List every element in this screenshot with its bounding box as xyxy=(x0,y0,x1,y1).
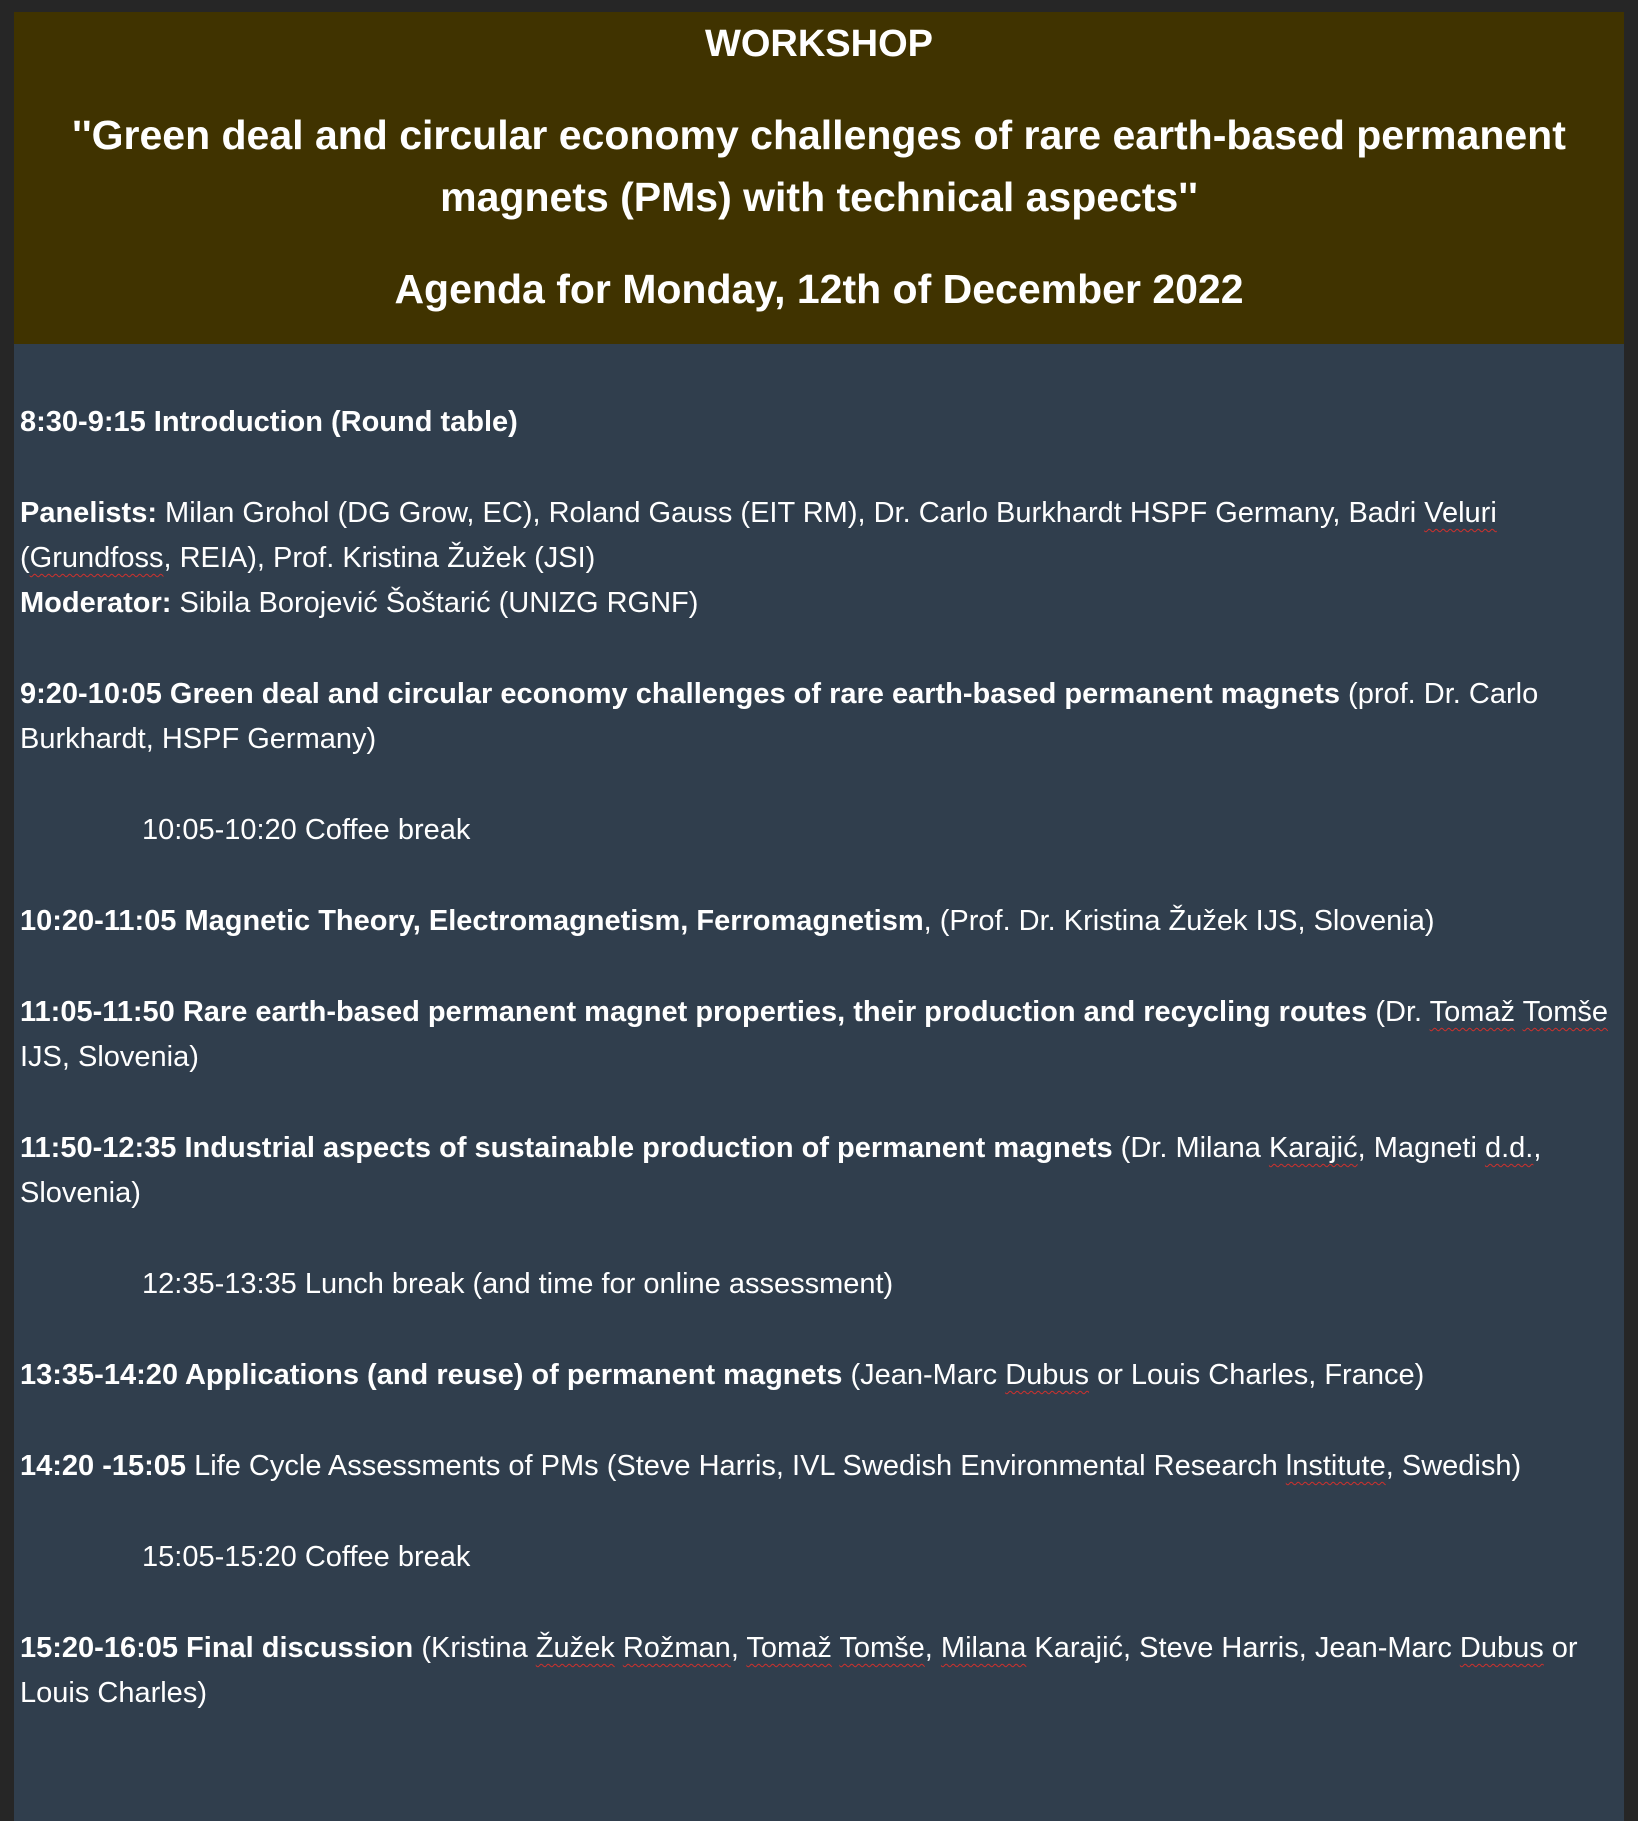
agenda-item-title: 11:50-12:35 Industrial aspects of sustainable production of permanent magnets xyxy=(20,1132,1113,1164)
agenda-item-speaker: or Louis Charles, France) xyxy=(1089,1359,1425,1391)
agenda-item-speaker: , xyxy=(730,1632,747,1664)
agenda-item-speaker: (Dr. xyxy=(1367,996,1430,1028)
agenda-item-time: 14:20 -15:05 xyxy=(20,1450,187,1482)
agenda-item-speaker: Karajić, Steve Harris, Jean-Marc xyxy=(1026,1632,1460,1664)
agenda-list xyxy=(20,400,1622,1762)
agenda-item-speaker: or Louis Charles) xyxy=(20,1632,1578,1709)
spellcheck-word: Veluri xyxy=(1424,497,1497,529)
agenda-item-speaker: , Swedish) xyxy=(1385,1450,1522,1482)
agenda-item-speaker: (Kristina xyxy=(413,1632,536,1664)
agenda-item-session-1 xyxy=(20,672,1622,762)
agenda-item-title: 15:20-16:05 Final discussion xyxy=(20,1632,414,1664)
agenda-document xyxy=(14,12,1624,1821)
agenda-item-title: 13:35-14:20 Applications (and reuse) of permanent magnets xyxy=(20,1359,843,1391)
spellcheck-word: Tomše xyxy=(1522,996,1608,1028)
panelists-text: Milan Grohol (DG Grow, EC), Roland Gauss (EIT RM), Dr. Carlo Burkhardt HSPF Germany, Badri xyxy=(157,497,1425,529)
agenda-item-session-7 xyxy=(20,1626,1622,1716)
spellcheck-word: Rožman xyxy=(622,1632,731,1664)
panelists-label: Panelists: xyxy=(20,497,157,529)
agenda-header xyxy=(14,12,1624,344)
panelists-text: ( xyxy=(20,542,30,574)
spellcheck-word: d.d. xyxy=(1484,1132,1534,1164)
moderator-line xyxy=(20,581,1622,626)
panelists-text: , REIA), Prof. Kristina Žužek (JSI) xyxy=(163,542,596,574)
agenda-item-speaker: (Dr. Milana xyxy=(1112,1132,1269,1164)
agenda-item-coffee-break-2: 15:05-15:20 Coffee break xyxy=(142,1541,471,1573)
agenda-item-title: 9:20-10:05 Green deal and circular economy challenges of rare earth-based permanent magnets xyxy=(20,678,1340,710)
agenda-item-session-2 xyxy=(20,899,1622,944)
agenda-item-title: 10:20-11:05 Magnetic Theory, Electromagnetism, Ferromagnetism xyxy=(20,905,924,937)
agenda-item-session-3 xyxy=(20,990,1622,1080)
agenda-item-speaker: , Magneti xyxy=(1357,1132,1485,1164)
agenda-item-title: 11:05-11:50 Rare earth-based permanent magnet properties, their production and recycling routes xyxy=(20,996,1368,1028)
agenda-item-speaker: , xyxy=(924,1632,941,1664)
moderator-text: Sibila Borojević Šoštarić (UNIZG RGNF) xyxy=(171,587,699,619)
agenda-item-session-6 xyxy=(20,1444,1622,1489)
spellcheck-word: Dubus xyxy=(1005,1359,1090,1391)
spellcheck-word: lnstitute xyxy=(1285,1450,1386,1482)
spellcheck-word: Tomše xyxy=(839,1632,925,1664)
agenda-item-coffee-break-1: 10:05-10:20 Coffee break xyxy=(142,814,471,846)
panelists-line xyxy=(20,491,1622,581)
workshop-kicker: WORKSHOP xyxy=(705,23,933,65)
agenda-item-title: 8:30-9:15 Introduction (Round table) xyxy=(20,406,518,438)
agenda-item-speaker: (Jean-Marc xyxy=(842,1359,1006,1391)
spellcheck-word: Tomaž xyxy=(1429,996,1516,1028)
agenda-item-lunch-break: 12:35-13:35 Lunch break (and time for online assessment) xyxy=(142,1268,894,1300)
agenda-item-speaker: (prof. Dr. Carlo Burkhardt, HSPF Germany) xyxy=(20,678,1539,755)
moderator-label: Moderator: xyxy=(20,587,172,619)
spellcheck-word: Tomaž xyxy=(746,1632,832,1664)
agenda-item-session-5 xyxy=(20,1353,1622,1398)
agenda-item-speaker: , Slovenia) xyxy=(20,1132,1542,1209)
agenda-item-speaker xyxy=(1515,996,1523,1028)
agenda-item-introduction xyxy=(20,400,1622,445)
agenda-item-speaker: Life Cycle Assessments of PMs (Steve Harris, IVL Swedish Environmental Research xyxy=(186,1450,1286,1482)
agenda-item-speaker: IJS, Slovenia) xyxy=(20,1041,199,1073)
spellcheck-word: Karajić xyxy=(1268,1132,1358,1164)
agenda-date: Agenda for Monday, 12th of December 2022 xyxy=(394,266,1244,312)
spellcheck-word: Žužek xyxy=(535,1632,615,1664)
agenda-item-speaker xyxy=(615,1632,623,1664)
spellcheck-word: Dubus xyxy=(1459,1632,1544,1664)
spellcheck-word: Grundfoss xyxy=(29,542,164,574)
agenda-item-session-4 xyxy=(20,1126,1622,1216)
agenda-item-speaker: , (Prof. Dr. Kristina Žužek IJS, Slovenia) xyxy=(923,905,1435,937)
spellcheck-word: Milana xyxy=(940,1632,1027,1664)
workshop-title: ''Green deal and circular economy challenges of rare earth-based permanent magnets (PMs) with technical aspects'' xyxy=(72,112,1566,220)
